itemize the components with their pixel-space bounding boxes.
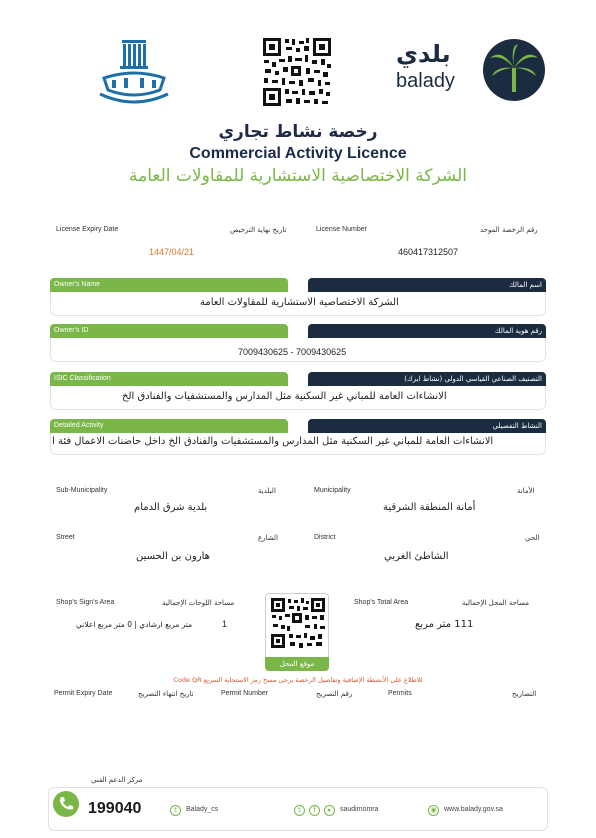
license-number-value: 460417312507: [398, 247, 459, 257]
street-label-en: Street: [56, 534, 75, 541]
submun-label-en: Sub-Municipality: [56, 487, 108, 494]
license-number-label-en: License Number: [316, 226, 367, 233]
total-area-value: 111 متر مربع: [415, 619, 474, 630]
isic-value: الانشاءات العامة للمباني غير السكنية مثل المدارس والمستشفيات والفنادق الخ: [122, 391, 447, 402]
owner-id-value: 7009430625 - 7009430625: [238, 347, 347, 357]
isic-tag-ar: التصنيف الصناعي القياسي الدولي (نشاط ايزك): [308, 372, 546, 386]
submun-label-ar: البلدية: [258, 487, 276, 495]
permit-number-label-en: Permit Number: [221, 690, 269, 697]
twitter-handle[interactable]: Balady_cs: [186, 806, 219, 813]
permit-expiry-label-ar: تاريخ انتهاء التصريح: [138, 690, 194, 698]
mun-value: أمانة المنطقة الشرقية: [383, 502, 476, 513]
total-area-label-ar: مساحة المحل الإجمالية: [462, 599, 530, 607]
street-label-ar: الشارع: [258, 534, 279, 542]
sign-area-label-en: Shop's Sign's Area: [56, 599, 115, 606]
permits-label-ar: التصاريح: [512, 690, 537, 698]
sign-area-label-ar: مساحة اللوحات الإجمالية: [162, 599, 235, 607]
balady-logo-en: balady: [396, 70, 455, 92]
facebook-icon[interactable]: f: [309, 805, 320, 816]
phone-icon: [52, 790, 80, 818]
district-label-en: District: [314, 534, 336, 541]
owner-id-tag-ar: رقم هوية المالك: [308, 324, 546, 338]
mun-label-ar: الأمانة: [517, 487, 535, 495]
youtube-icon[interactable]: ▸: [324, 805, 335, 816]
location-qr-caption: موقع المحل: [265, 657, 329, 671]
title-arabic: رخصة نشاط تجاري: [218, 122, 378, 142]
sign-area-value-1: 1: [222, 619, 228, 629]
ministry-logo: [98, 38, 170, 106]
owner-name-tag: Owner's Name: [50, 278, 288, 292]
balady-logo: [392, 38, 547, 102]
title-english: Commercial Activity Licence: [189, 145, 407, 162]
mun-label-en: Municipality: [314, 487, 351, 494]
location-qr-code: [270, 597, 326, 649]
permits-label-en: Permits: [388, 690, 412, 697]
twitter-icon[interactable]: t: [170, 805, 181, 816]
total-area-label-en: Shop's Total Area: [354, 599, 409, 606]
license-qr-code: [261, 36, 333, 108]
isic-tag: ISIC Classification: [50, 372, 288, 386]
activity-value: الانشاءات العامة للمباني غير السكنية مثل المدارس والمستشفيات والفنادق الخ داخل حاضنات الاعمال فئة أ: [52, 436, 494, 447]
social-handle[interactable]: saudimomra: [340, 806, 379, 813]
license-expiry-label-en: License Expiry Date: [56, 226, 119, 233]
palm-icon: [482, 38, 546, 102]
owner-name-tag-ar: اسم المالك: [308, 278, 546, 292]
permit-expiry-label-en: Permit Expiry Date: [54, 690, 113, 697]
street-value: هارون بن الحسين: [136, 551, 210, 562]
submun-value: بلدية شرق الدمام: [134, 502, 208, 513]
balady-logo-ar: بلدي: [396, 40, 451, 68]
license-number-label-ar: رقم الرخصة الموحد: [480, 226, 538, 234]
hotline-number[interactable]: 199040: [88, 800, 142, 817]
activity-tag-ar: النشاط التفصيلي: [308, 419, 546, 433]
owner-id-tag: Owner's ID: [50, 324, 288, 338]
license-expiry-value: 1447/04/21: [149, 247, 195, 257]
district-label-ar: الحي: [525, 534, 540, 542]
twitter-icon-2[interactable]: t: [294, 805, 305, 816]
district-value: الشاطئ الغربي: [384, 551, 449, 562]
owner-name-value: الشركة الاختصاصية الاستشارية للمقاولات العامة: [200, 297, 399, 308]
license-expiry-label-ar: تاريخ نهاية الترخيص: [230, 226, 287, 234]
activity-tag: Detailed Activity: [50, 419, 288, 433]
support-center-label: مركز الدعم الفني: [91, 776, 143, 784]
website-link[interactable]: www.balady.gov.sa: [444, 806, 503, 813]
company-name: الشركة الاختصاصية الاستشارية للمقاولات العامة: [129, 166, 467, 186]
globe-icon[interactable]: ◉: [428, 805, 439, 816]
permit-number-label-ar: رقم التصريح: [316, 690, 353, 698]
sign-area-value-2: متر مربع ارشادي | 0 متر مربع اعلاني: [76, 620, 193, 629]
qr-note: للاطلاع على الأنشطة الإضافية وتفاصيل الرخصة يرجى مسح رمز الاستجابة السريع Code QR: [173, 676, 423, 684]
